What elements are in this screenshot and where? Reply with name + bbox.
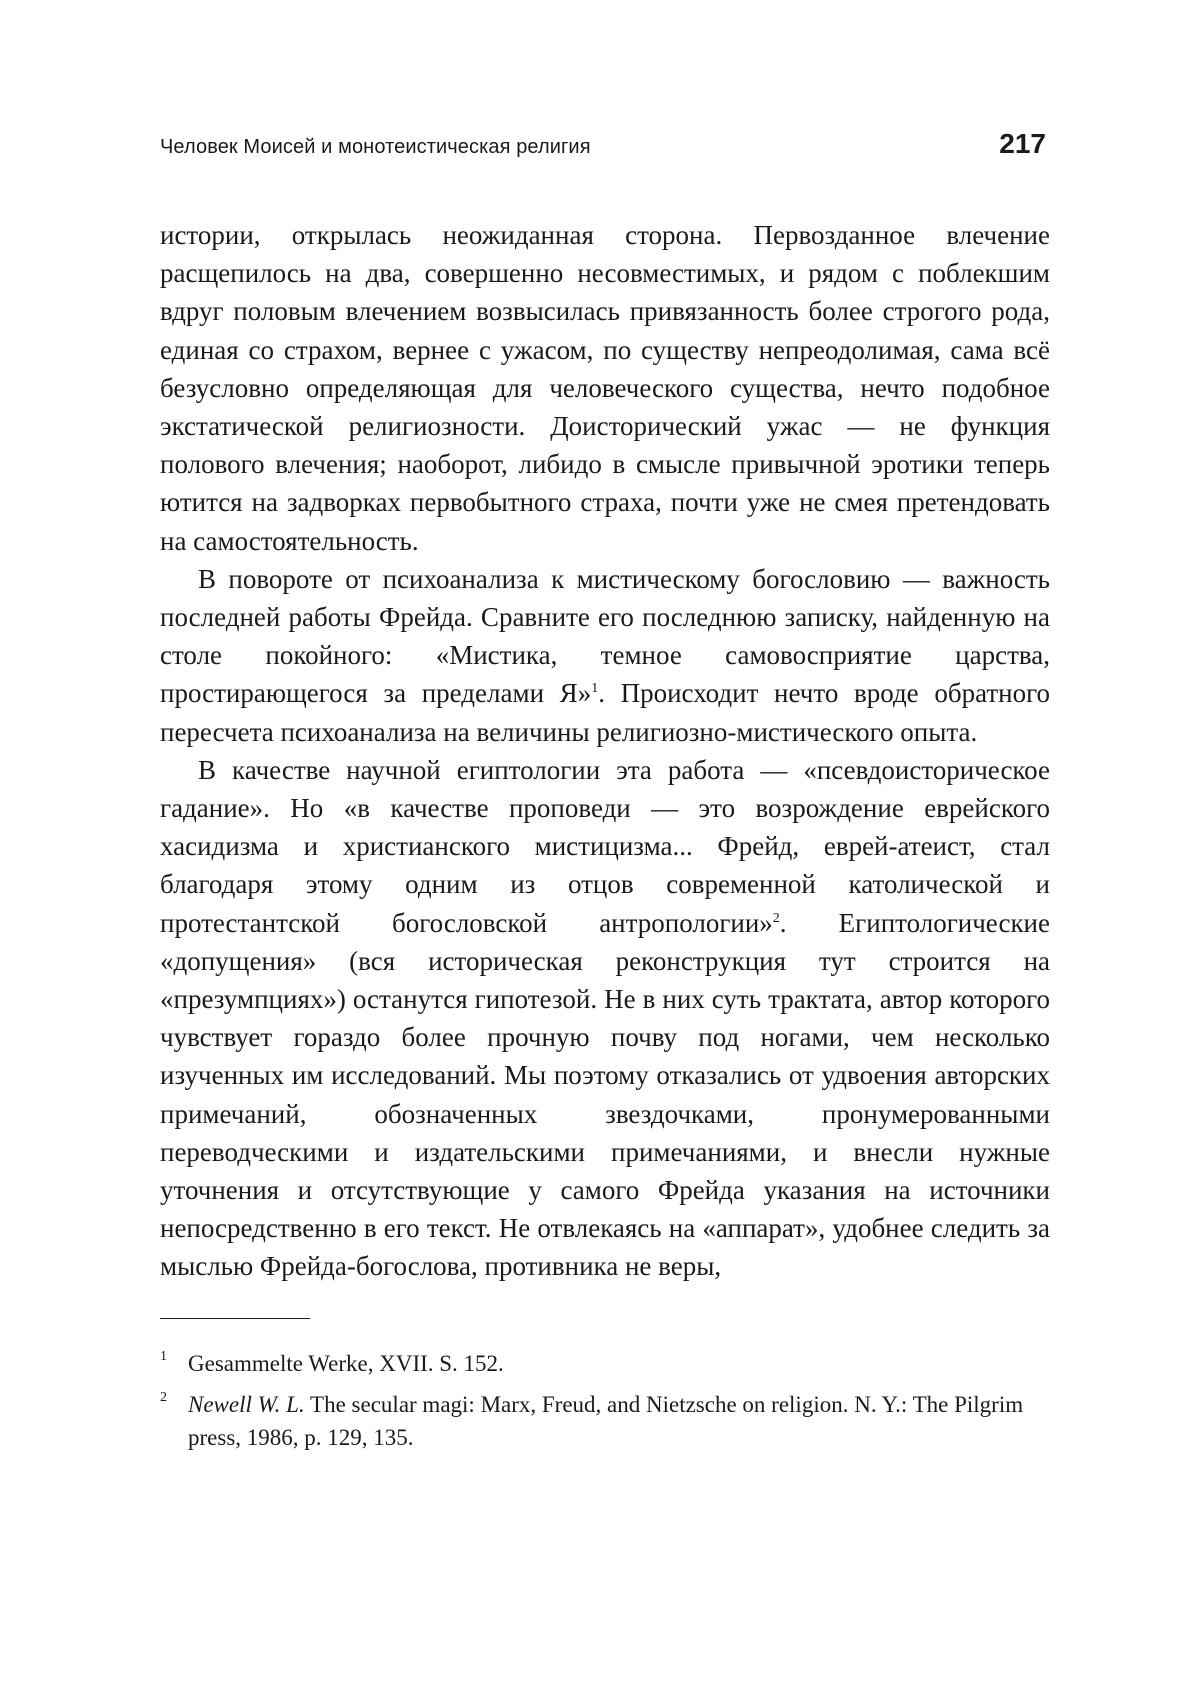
footnote-2-author: Newell W. L. xyxy=(188,1391,305,1417)
book-page xyxy=(160,128,1050,1462)
footnote-ref-2: 2 xyxy=(772,910,780,926)
footnote-2 xyxy=(160,1388,1050,1454)
footnotes xyxy=(160,1347,1050,1454)
footnote-1-number: 1 xyxy=(160,1348,167,1364)
paragraph-2-text-a: В повороте от психоанализа к мистическому богословию — важность последней работы Фрейда. Сравните его последнюю записку, найденную на столе покойного: «Мистика, темное самовосприятие царства, простирающегося за пределами Я» xyxy=(160,563,1050,709)
running-title: Человек Моисей и монотеистическая религия xyxy=(160,136,591,158)
footnote-ref-1: 1 xyxy=(591,681,599,697)
paragraph-3-text-a: В качестве научной египтологии эта работа — «псевдоисторическое гадание». Но «в качестве проповеди — это возрождение еврейского хасидизма и христианского мистицизма... Фрейд, еврей-атеист, стал благодаря этому одним из отцов современной католической и протестантской богословской антропологии» xyxy=(160,754,1050,938)
footnote-1 xyxy=(160,1347,1050,1380)
paragraph-2-text-b: . Происходит нечто вроде обратного пересчета психоанализа на величины религиозно-мистического опыта. xyxy=(160,678,1050,747)
running-head xyxy=(160,128,1050,176)
footnote-divider xyxy=(160,1318,310,1319)
footnote-2-text: The secular magi: Marx, Freud, and Nietzsche on religion. N. Y.: The Pilgrim press, 1986, p. 129, 135. xyxy=(188,1391,1024,1450)
paragraph-1-text: истории, открылась неожиданная сторона. Первозданное влечение расщепилось на два, совершенно несовместимых, и рядом с поблекшим вдруг половым влечением возвысилась привязанность более строгого рода, единая со страхом, вернее с ужасом, по существу непреодолимая, сама всё безусловно определяющая для человеческого существа, нечто подобное экстатической религиозности. Доисторический ужас — не функция полового влечения; наоборот, либидо в смысле привычной эротики теперь ютится на задворках первобытного страха, почти уже не смея претендовать на самостоятельность. xyxy=(160,220,1050,556)
page-number: 217 xyxy=(999,128,1046,159)
body-text xyxy=(160,216,1050,1286)
paragraph-3-text-b: . Египтологические «допущения» (вся историческая реконструкция тут строится на «презумпциях») останутся гипотезой. Не в них суть трактата, автор которого чувствует гораздо более прочную почву под ногами, чем несколько изученных им исследований. Мы поэтому отказались от удвоения авторских примечаний, обозначенных звездочками, пронумерованными переводческими и издательскими примечаниями, и внесли нужные уточнения и отсутствующие у самого Фрейда указания на источники непосредственно в его текст. Не отвлекаясь на «аппарат», удобнее следить за мыслью Фрейда-богослова, противника не веры, xyxy=(160,907,1050,1282)
paragraph-1 xyxy=(160,216,1050,560)
footnote-2-number: 2 xyxy=(160,1389,167,1405)
paragraph-2 xyxy=(160,560,1050,751)
footnote-2-body xyxy=(188,1388,1050,1454)
footnote-1-text: Gesammelte Werke, XVII. S. 152. xyxy=(188,1350,504,1376)
paragraph-3 xyxy=(160,751,1050,1286)
